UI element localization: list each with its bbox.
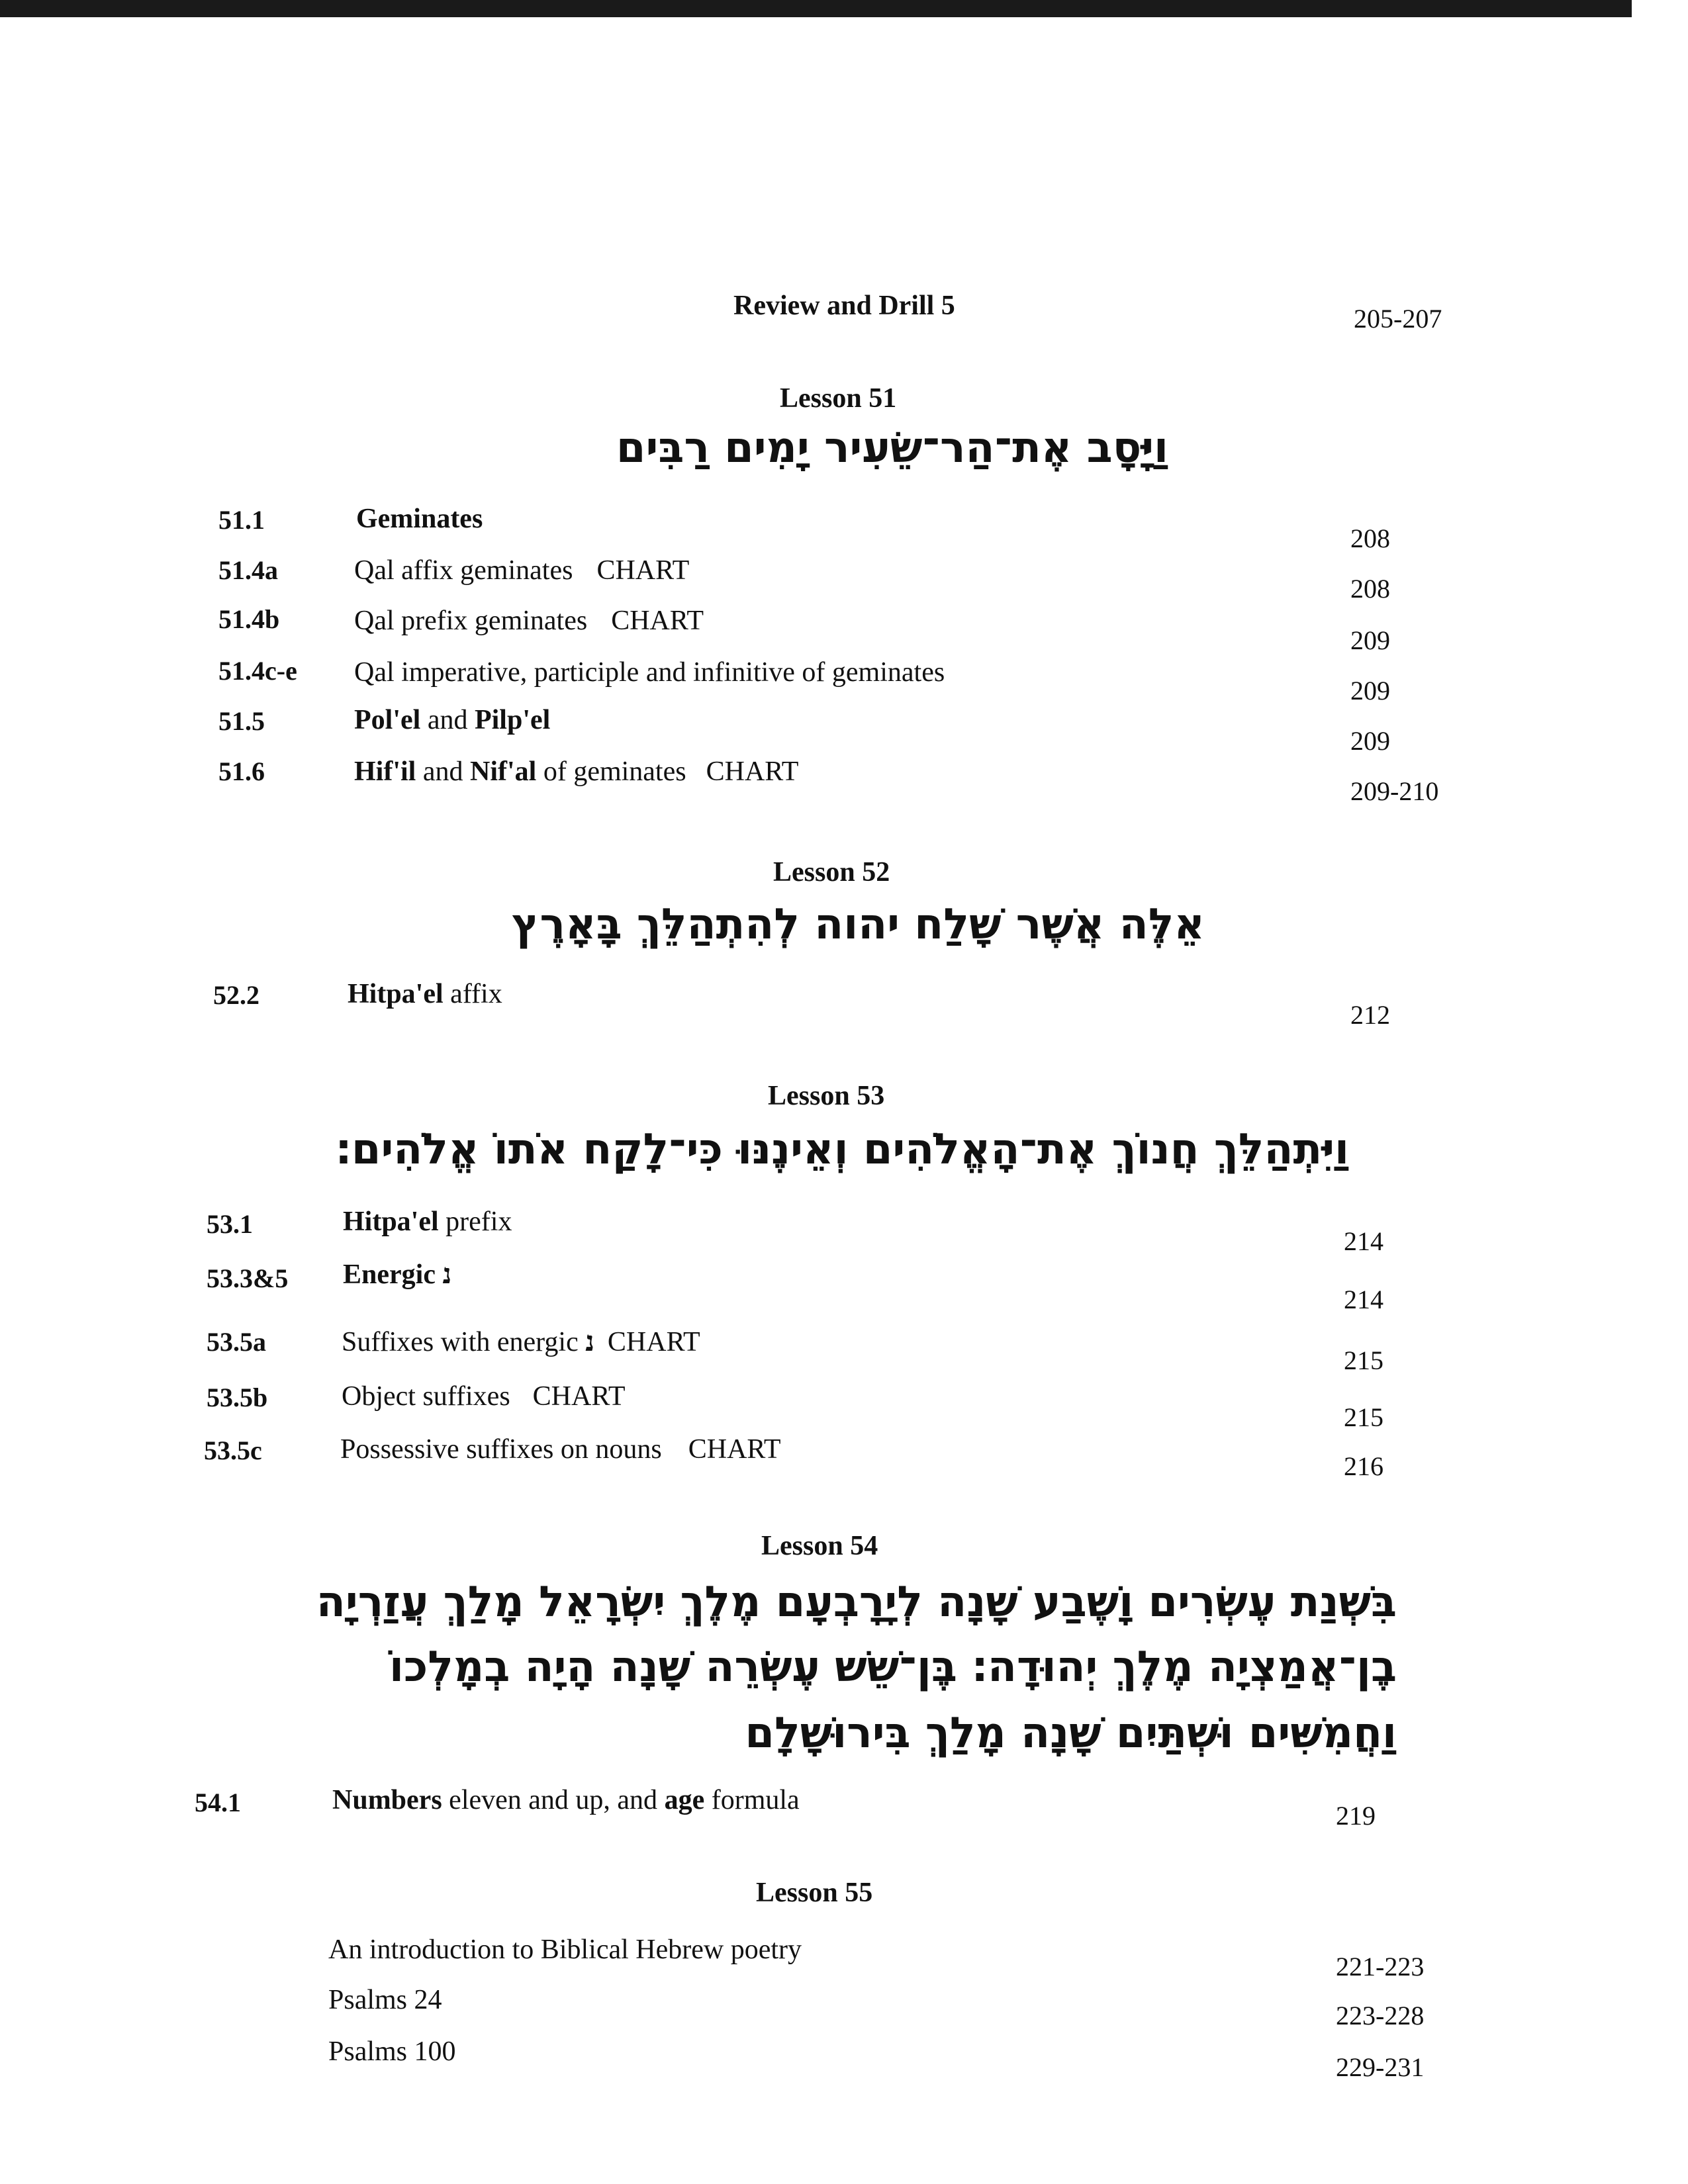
entry-page: 209: [1350, 726, 1390, 756]
entry-description: Numbers eleven and up, and age formula: [332, 1785, 800, 1815]
lesson-54-hebrew-line: בִּשְׁנַת עֶשְׂרִים וָשֶׁבַע שָׁנָה לְיָרָבְעָם מֶלֶךְ יִשְׂרָאֵל מָלַךְ עֲזַרְיָה: [316, 1578, 1397, 1627]
entry-page: 215: [1344, 1345, 1383, 1375]
entry-description: Energic נ: [343, 1259, 452, 1290]
entry-number: 51.4b: [218, 604, 280, 634]
lesson-52-hebrew: אֵלֶּה אֲשֶׁר שָׁלַח יהוה לְהִתְהַלֵּךְ בָּאָרֶץ: [512, 900, 1205, 949]
entry-number: 53.3&5: [207, 1263, 289, 1293]
entry-page: 221-223: [1336, 1952, 1425, 1981]
lesson-51-title: Lesson 51: [780, 383, 897, 414]
entry-description: Suffixes with energic נ CHART: [342, 1327, 700, 1357]
entry-number: 51.4a: [218, 555, 278, 585]
entry-description: Qal affix geminates CHART: [354, 555, 690, 586]
entry-page: 208: [1350, 523, 1390, 553]
lesson-54-title: Lesson 54: [761, 1531, 878, 1561]
entry-description: Qal prefix geminates CHART: [354, 606, 704, 636]
entry-page: 214: [1344, 1226, 1383, 1256]
entry-page: 209: [1350, 625, 1390, 655]
entry-number: 53.1: [207, 1209, 253, 1239]
entry-description: Pol'el and Pilp'el: [354, 705, 551, 735]
lesson-53-title: Lesson 53: [768, 1081, 885, 1111]
entry-description: Hitpa'el prefix: [343, 1206, 512, 1237]
entry-page: 215: [1344, 1402, 1383, 1432]
entry-page: 214: [1344, 1285, 1383, 1314]
entry-number: 51.1: [218, 505, 265, 535]
entry-description: Geminates: [356, 504, 483, 534]
entry-description: An introduction to Biblical Hebrew poetry: [328, 1934, 802, 1965]
lesson-54-hebrew-line: וַחֲמִשִּׁים וּשְׁתַּיִם שָׁנָה מָלַךְ בִּירוּשָׁלִָם: [745, 1709, 1397, 1758]
entry-number: 51.6: [218, 756, 265, 786]
entry-number: 51.5: [218, 706, 265, 736]
entry-description: Qal imperative, participle and infinitive of geminates: [354, 657, 945, 688]
entry-page: 212: [1350, 1000, 1390, 1030]
entry-page: 229-231: [1336, 2052, 1425, 2082]
entry-description: Psalms 24: [328, 1985, 442, 2015]
entry-number: 53.5b: [207, 1383, 268, 1412]
entry-description: Psalms 100: [328, 2036, 456, 2067]
review-pages: 205-207: [1354, 304, 1442, 334]
lesson-51-hebrew: וַיָּסָב אֶת־הַר־שֵׂעִיר יָמִים רַבִּים: [616, 424, 1168, 473]
entry-page: 208: [1350, 574, 1390, 604]
entry-page: 209-210: [1350, 776, 1439, 806]
lesson-52-title: Lesson 52: [773, 857, 890, 887]
entry-page: 219: [1336, 1801, 1376, 1831]
entry-number: 53.5a: [207, 1327, 266, 1357]
lesson-53-hebrew: וַיִּתְהַלֵּךְ חֲנוֹךְ אֶת־הָאֱלֹהִים וְאֵינֶנּוּ כִּי־לָקַח אֹתוֹ אֱלֹהִים׃: [336, 1125, 1349, 1174]
entry-page: 209: [1350, 676, 1390, 705]
entry-description: Possessive suffixes on nouns CHART: [340, 1434, 781, 1465]
review-title: Review and Drill 5: [733, 291, 955, 321]
entry-number: 52.2: [213, 980, 259, 1010]
lesson-55-title: Lesson 55: [756, 1878, 873, 1908]
entry-page: 216: [1344, 1451, 1383, 1481]
entry-description: Hif'il and Nif'al of geminates CHART: [354, 756, 799, 787]
lesson-54-hebrew-line: בֶן־אֲמַצְיָה מֶלֶךְ יְהוּדָה׃ בֶּן־שֵׁשׁ עֶשְׂרֵה שָׁנָה הָיָה בְמָלְכוֹ: [389, 1643, 1397, 1692]
scan-edge-bar: [0, 0, 1632, 17]
entry-description: Object suffixes CHART: [342, 1381, 626, 1412]
entry-number: 51.4c-e: [218, 656, 297, 686]
entry-page: 223-228: [1336, 2001, 1425, 2030]
entry-number: 54.1: [195, 1788, 241, 1817]
entry-description: Hitpa'el affix: [348, 979, 502, 1009]
entry-number: 53.5c: [204, 1435, 262, 1465]
